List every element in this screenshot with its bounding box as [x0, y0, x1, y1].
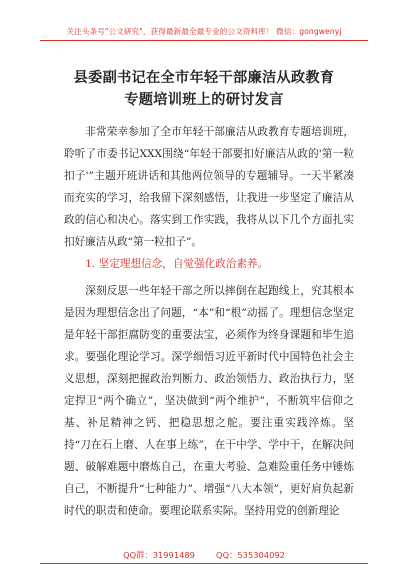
paragraph-section-1: 深刻反思一些年轻干部之所以摔倒在起跑线上，究其根本是因为理想信念出了问题，“本”和“根”动摇了。理想信念坚定是年轻干部拒腐防变的重要法宝，必须作为终身课题和毕生追求。要强化理论学习。深学细悟习近平新时代中国特色社会主义思想，深刻把握政治判断力、政治领悟力、政治执行力，坚定捍卫“两个确立”，坚决做到“两个维护”，不断筑牢信仰之基、补足精神之钙、把稳思想之舵。要注重实践淬炼。坚持“刀在石上磨、人在事上练”，在干中学、学中干，在解决问题、破解难题中磨炼自己，在重大考验、急难险重任务中锤炼自己，不断提升“七种能力”、增强“八大本领”，更好肩负起新时代的职责和使命。要理论联系实际。坚持用党的创新理论	[64, 285, 354, 517]
footer-divider	[40, 563, 368, 564]
document-title-line-2: 专题培训班上的研讨发言	[124, 92, 284, 108]
document-title-line-1: 县委副书记在全市年轻干部廉洁从政教育	[73, 70, 335, 86]
section-heading-1: 1. 坚定理想信念，自觉强化政治素养。	[85, 258, 269, 270]
document-body	[64, 121, 354, 522]
top-banner: 关注头条号"公文研究"，获得最新最全最专业的公文资料库！ 微信：gongwenyj	[66, 27, 342, 36]
footer-contact: QQ群：31991489 QQ：535304092	[123, 550, 285, 560]
top-divider	[40, 40, 368, 41]
paragraph-intro: 非常荣幸参加了全市年轻干部廉洁从政教育专题培训班，聆听了市委书记XXX围绕“年轻干部要扣好廉洁从政的'第一粒扣子'”主题开班讲话和其他两位领导的专题辅导。一天半紧凑而充实的学习，给我留下深刻感悟，让我进一步坚定了廉洁从政的信心和决心。落实到工作实践，我将从以下几个方面扎实扣好廉洁从政“第一粒扣子”。	[64, 126, 354, 248]
